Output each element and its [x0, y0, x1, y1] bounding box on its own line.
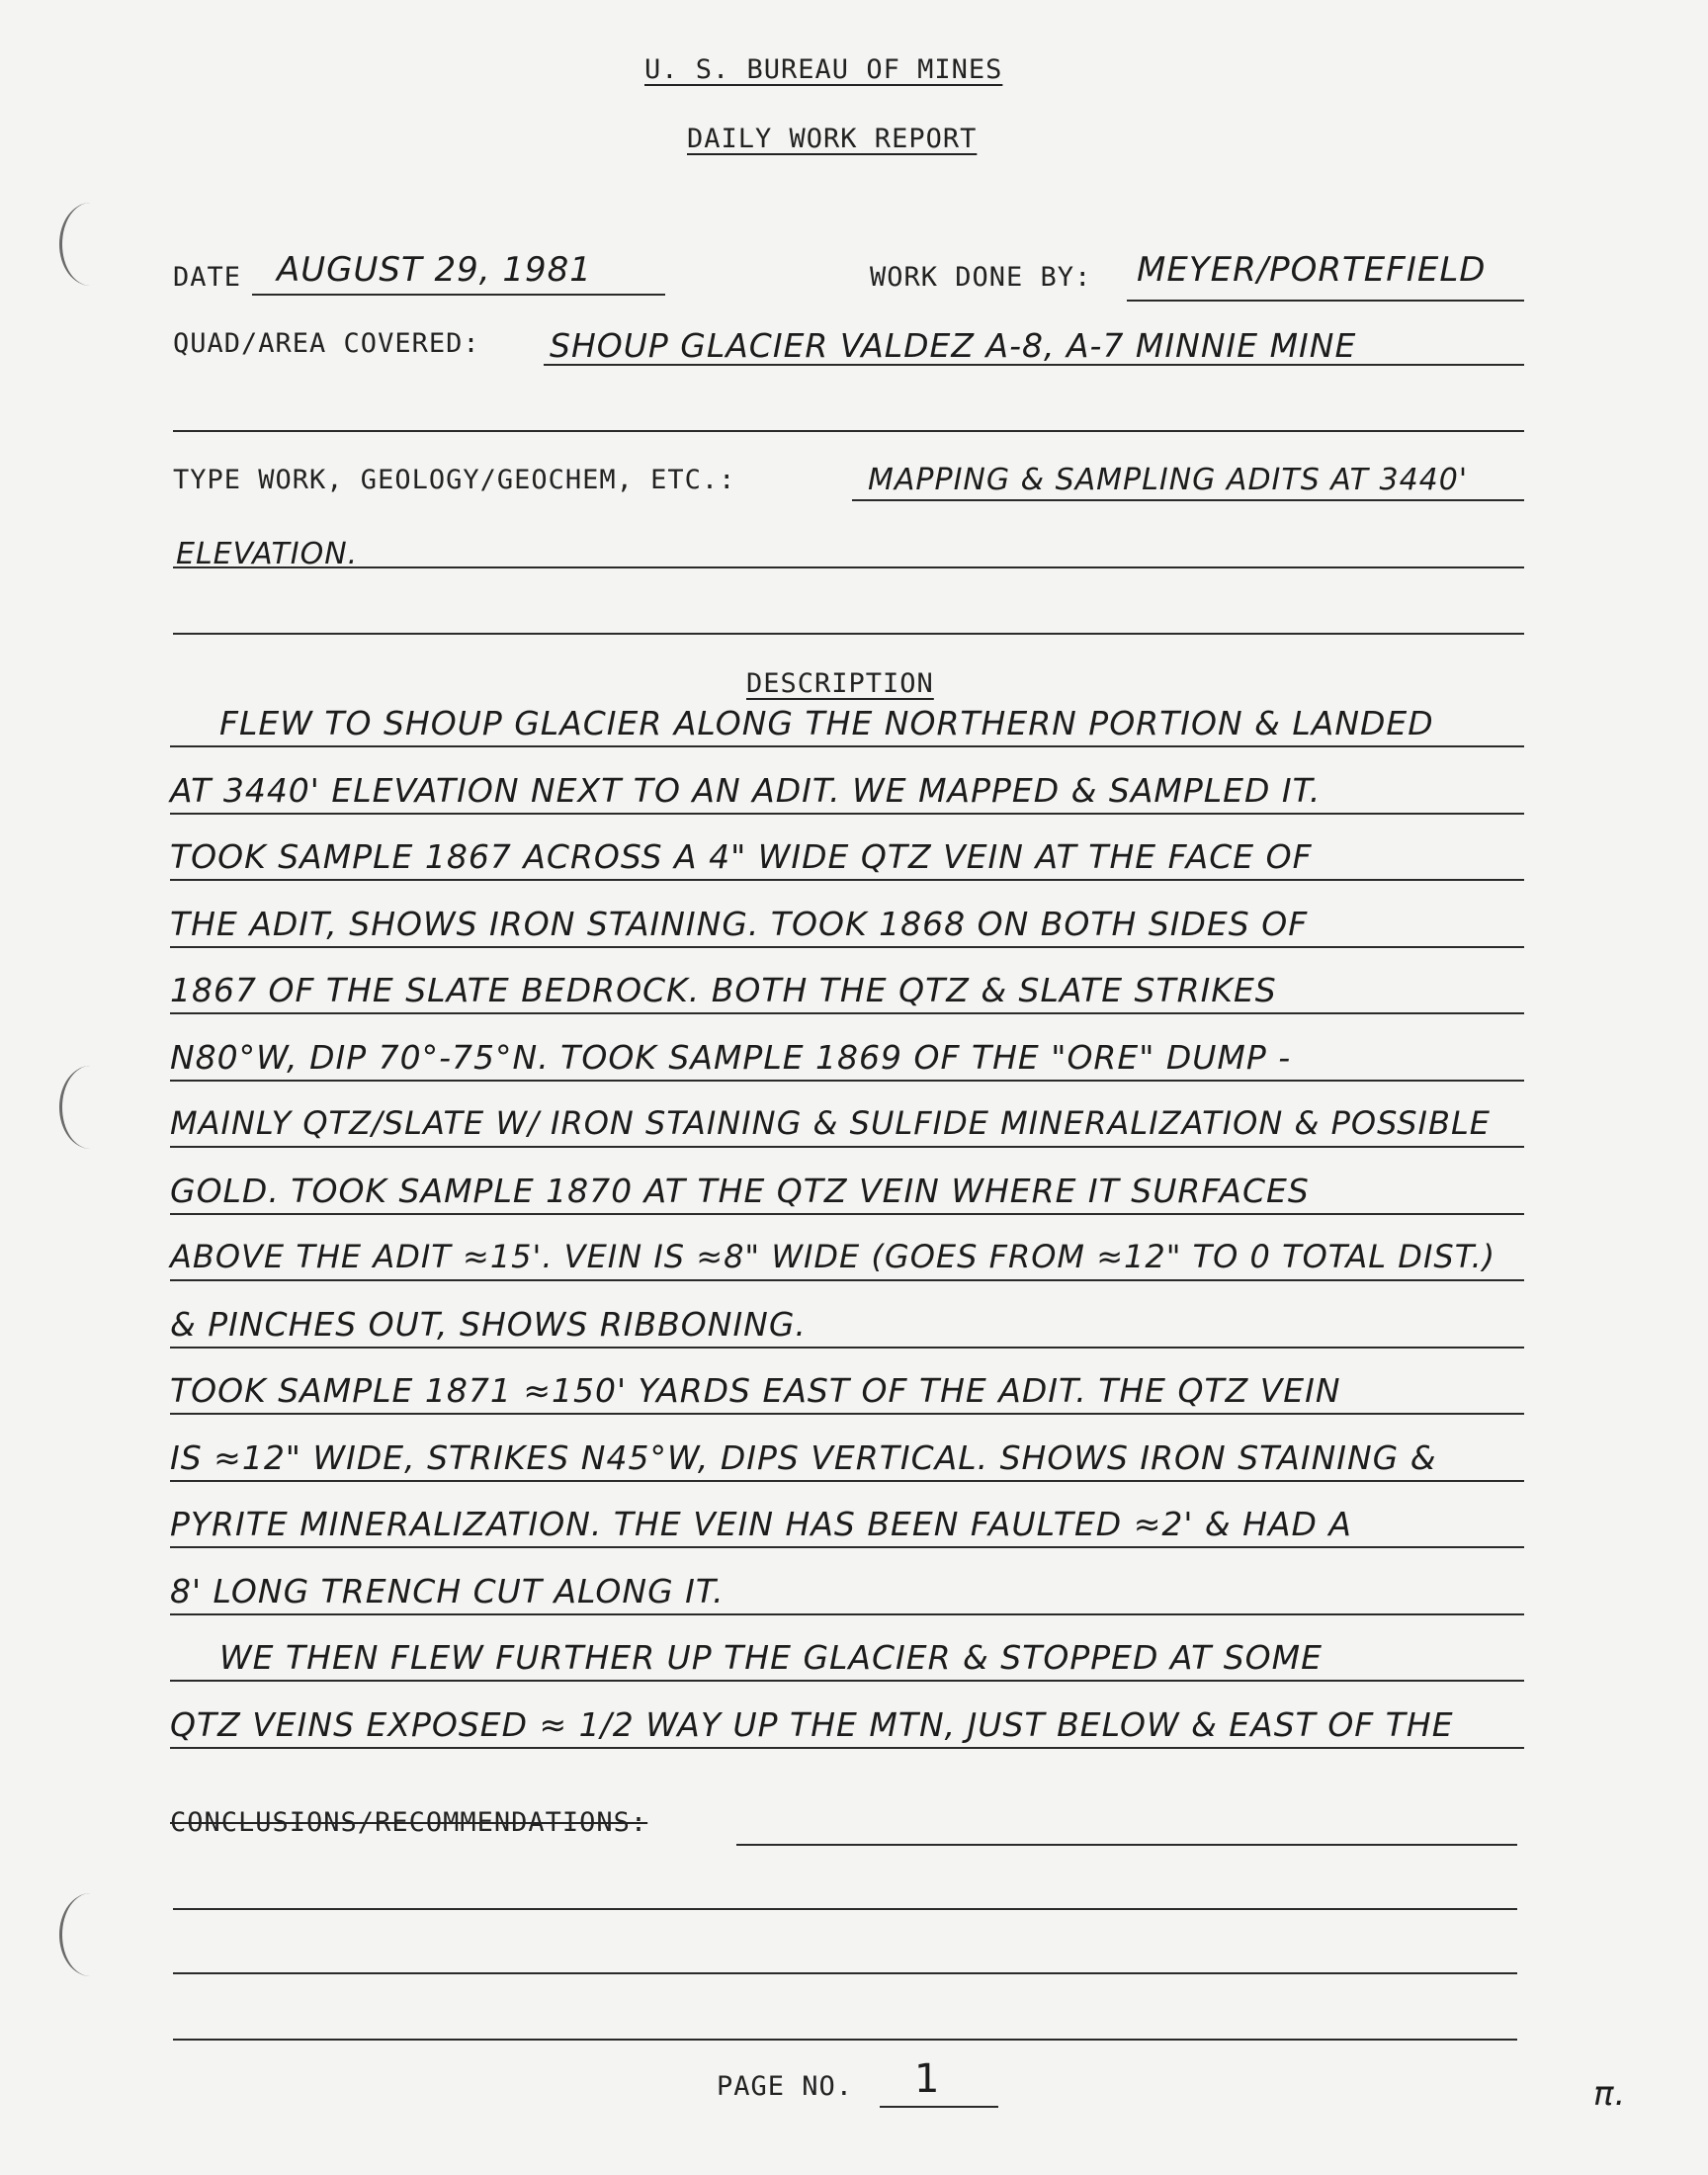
description-rule [170, 1480, 1524, 1482]
description-rule [170, 946, 1524, 948]
description-heading: DESCRIPTION [746, 668, 934, 699]
description-rule [170, 1413, 1524, 1415]
description-rule [170, 879, 1524, 881]
description-rule [170, 1613, 1524, 1615]
description-rule [170, 1213, 1524, 1215]
corner-mark: π. [1593, 2074, 1627, 2114]
work-done-by-label: WORK DONE BY: [870, 262, 1092, 293]
form-title: DAILY WORK REPORT [687, 124, 978, 154]
type-work-value-line-1: MAPPING & SAMPLING ADITS AT 3440' [868, 463, 1469, 497]
page-no-label: PAGE NO. [717, 2071, 854, 2102]
work-done-by-rule [1127, 300, 1524, 302]
description-line: TOOK SAMPLE 1871 ≈150' YARDS EAST OF THE ADIT. THE QTZ VEIN [170, 1371, 1341, 1410]
date-rule [252, 294, 665, 296]
type-work-rule-1 [852, 499, 1524, 501]
type-work-label: TYPE WORK, GEOLOGY/GEOCHEM, ETC.: [173, 465, 736, 495]
description-line: TOOK SAMPLE 1867 ACROSS A 4" WIDE QTZ VEIN AT THE FACE OF [170, 837, 1313, 876]
type-work-value-line-2: ELEVATION. [176, 537, 359, 571]
blank-rule-2 [173, 633, 1524, 635]
description-rule [170, 1347, 1524, 1348]
description-line: & PINCHES OUT, SHOWS RIBBONING. [170, 1305, 807, 1344]
punch-hole-bottom [59, 1893, 122, 1976]
description-line: GOLD. TOOK SAMPLE 1870 AT THE QTZ VEIN WHERE IT SURFACES [170, 1172, 1310, 1210]
description-rule [170, 1680, 1524, 1682]
description-line: ABOVE THE ADIT ≈15'. VEIN IS ≈8" WIDE (GOES FROM ≈12" TO 0 TOTAL DIST.) [170, 1238, 1496, 1275]
blank-rule-5 [173, 2039, 1517, 2041]
description-line: FLEW TO SHOUP GLACIER ALONG THE NORTHERN PORTION & LANDED [219, 704, 1434, 742]
description-line: QTZ VEINS EXPOSED ≈ 1/2 WAY UP THE MTN, JUST BELOW & EAST OF THE [170, 1705, 1454, 1744]
work-done-by-value: MEYER/PORTEFIELD [1137, 250, 1487, 290]
agency-title: U. S. BUREAU OF MINES [644, 54, 1003, 85]
description-rule [170, 1080, 1524, 1082]
description-line: IS ≈12" WIDE, STRIKES N45°W, DIPS VERTICAL. SHOWS IRON STAINING & [170, 1438, 1437, 1477]
description-line: 1867 OF THE SLATE BEDROCK. BOTH THE QTZ & SLATE STRIKES [170, 971, 1277, 1009]
description-rule [170, 1146, 1524, 1148]
description-rule [170, 1546, 1524, 1548]
description-rule [170, 1279, 1524, 1281]
description-rule [170, 745, 1524, 747]
description-line: AT 3440' ELEVATION NEXT TO AN ADIT. WE MAPPED & SAMPLED IT. [170, 771, 1322, 810]
description-line: N80°W, DIP 70°-75°N. TOOK SAMPLE 1869 OF THE "ORE" DUMP - [170, 1038, 1292, 1077]
blank-rule-1 [173, 430, 1524, 432]
description-rule [170, 1747, 1524, 1749]
type-work-rule-2 [173, 566, 1524, 568]
punch-hole-top [59, 203, 122, 286]
description-rule [170, 1012, 1524, 1014]
description-line: 8' LONG TRENCH CUT ALONG IT. [170, 1572, 725, 1610]
page-no-value: 1 [914, 2056, 941, 2102]
description-line: PYRITE MINERALIZATION. THE VEIN HAS BEEN FAULTED ≈2' & HAD A [170, 1505, 1353, 1543]
date-value: AUGUST 29, 1981 [277, 250, 592, 290]
page-no-rule [880, 2106, 998, 2108]
conclusions-rule [736, 1844, 1517, 1846]
quad-value: SHOUP GLACIER VALDEZ A-8, A-7 MINNIE MINE [550, 326, 1357, 365]
description-rule [170, 813, 1524, 815]
quad-rule [544, 364, 1524, 366]
blank-rule-3 [173, 1908, 1517, 1910]
punch-hole-middle [59, 1066, 122, 1149]
blank-rule-4 [173, 1972, 1517, 1974]
description-line: THE ADIT, SHOWS IRON STAINING. TOOK 1868 ON BOTH SIDES OF [170, 905, 1309, 943]
quad-label: QUAD/AREA COVERED: [173, 328, 480, 359]
conclusions-label: CONCLUSIONS/RECOMMENDATIONS: [170, 1807, 648, 1838]
description-line: WE THEN FLEW FURTHER UP THE GLACIER & STOPPED AT SOME [219, 1638, 1323, 1677]
date-label: DATE [173, 262, 242, 293]
description-line: MAINLY QTZ/SLATE W/ IRON STAINING & SULFIDE MINERALIZATION & POSSIBLE [170, 1104, 1491, 1142]
